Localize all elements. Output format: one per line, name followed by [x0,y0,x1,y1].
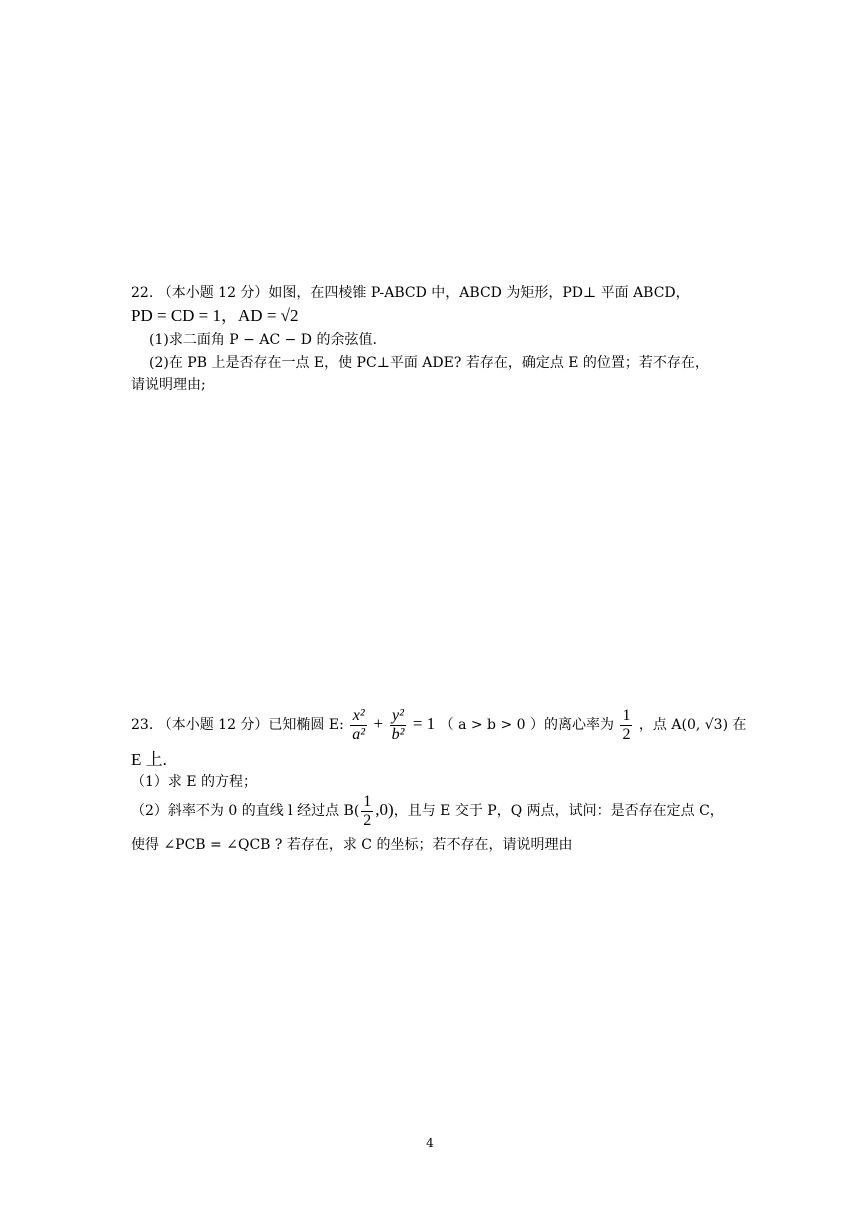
q22-part2-line2: 请说明理由; [131,377,206,393]
q23-intro-prefix: 23. （本小题 12 分）已知椭圆 E: [131,717,344,733]
eccentricity-numerator: 1 [622,706,631,724]
q23-part2-suffix: ，且与 E 交于 P，Q 两点，试问：是否存在定点 C， [393,803,724,819]
q23-part2-prefix: （2）斜率不为 0 的直线 l 经过点 B( [131,803,360,819]
ellipse-equals: = 1 [412,714,436,733]
point-b-rest: ,0) [375,800,394,819]
q22-part1: (1)求二面角 P − AC − D 的余弦值. [149,332,377,348]
q23-part1: （1）求 E 的方程； [131,774,258,790]
q23-part2-line1 [131,788,724,833]
page-number: 4 [426,1136,434,1150]
ellipse-y-numerator: y² [390,707,407,726]
ellipse-y-denominator: b² [391,725,405,743]
eccentricity-fraction [620,707,632,744]
ellipse-plus: + [373,714,384,733]
q22-intro: 22. （本小题 12 分）如图，在四棱锥 P-ABCD 中，ABCD 为矩形，PD⊥ 平面 ABCD， [131,285,690,301]
ellipse-x-term [350,707,367,744]
ellipse-x-denominator: a² [352,725,366,743]
point-b-numerator: 1 [363,792,372,810]
eccentricity-denominator: 2 [622,725,631,743]
q23-intro [131,702,747,747]
point-a-text: ，点 A(0, √3) 在 [638,717,747,733]
q22-part2-line1: (2)在 PB 上是否存在一点 E，使 PC⊥平面 ADE? 若存在，确定点 E 的位置；若不存在， [149,355,709,371]
q23-line2: E 上. [131,750,167,769]
ellipse-y-term [390,707,407,744]
q23-condition: （ a > b > 0 ）的离心率为 [439,717,615,733]
q23-part2-line2: 使得 ∠PCB = ∠QCB ? 若存在，求 C 的坐标；若不存在，请说明理由 [131,837,573,853]
ellipse-x-numerator: x² [350,707,367,726]
point-b-fraction [361,793,373,830]
q22-given: PD = CD = 1，AD = √2 [131,306,299,325]
point-b-denominator: 2 [363,811,372,829]
